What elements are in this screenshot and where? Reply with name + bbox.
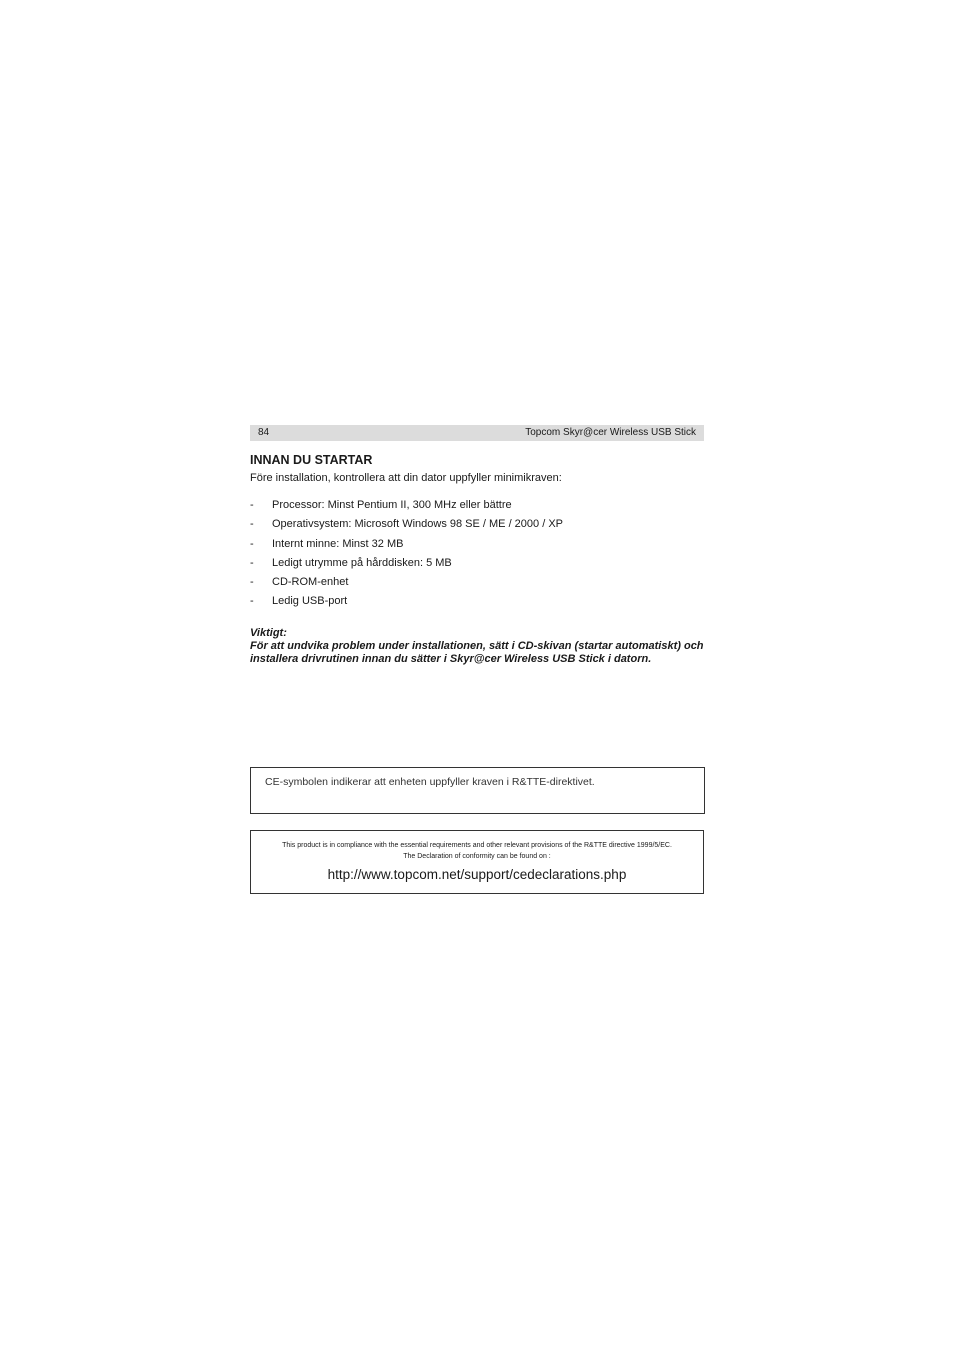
declaration-url[interactable]: http://www.topcom.net/support/cedeclarations.php bbox=[327, 867, 627, 882]
section-intro: Före installation, kontrollera att din dator uppfyller minimikraven: bbox=[250, 472, 562, 484]
important-text: För att undvika problem under installationen, sätt i CD-skivan (startar automatiskt) och installera drivrutinen innan du sätter i Skyr@cer Wireless USB Stick i datorn. bbox=[250, 640, 704, 665]
bullet-dash: - bbox=[250, 518, 254, 531]
list-item-text: Ledigt utrymme på hårddisken: 5 MB bbox=[272, 556, 452, 569]
bullet-dash: - bbox=[250, 595, 254, 608]
section-title: INNAN DU STARTAR bbox=[250, 453, 373, 467]
list-item bbox=[250, 556, 563, 575]
list-item-text: Ledig USB-port bbox=[272, 595, 348, 608]
important-label: Viktigt: bbox=[250, 627, 287, 639]
ce-notice-text: CE-symbolen indikerar att enheten uppfyller kraven i R&TTE-direktivet. bbox=[265, 776, 595, 788]
ce-notice-box bbox=[250, 767, 705, 814]
important-note bbox=[250, 627, 704, 666]
list-item bbox=[250, 575, 563, 594]
list-item-text: CD-ROM-enhet bbox=[272, 576, 349, 589]
list-item-text: Internt minne: Minst 32 MB bbox=[272, 537, 404, 550]
requirements-list bbox=[250, 498, 563, 614]
compliance-line-2: The Declaration of conformity can be found on : bbox=[403, 853, 551, 860]
compliance-text bbox=[251, 840, 703, 862]
bullet-dash: - bbox=[250, 537, 254, 550]
list-item bbox=[250, 498, 563, 517]
bullet-dash: - bbox=[250, 576, 254, 589]
product-name: Topcom Skyr@cer Wireless USB Stick bbox=[525, 427, 696, 438]
compliance-line-1: This product is in compliance with the essential requirements and other relevant provisions of the R&TTE directive 1999/5/EC. bbox=[282, 842, 672, 849]
list-item bbox=[250, 537, 563, 556]
bullet-dash: - bbox=[250, 499, 254, 511]
compliance-box bbox=[250, 830, 704, 894]
list-item-text: Operativsystem: Microsoft Windows 98 SE / ME / 2000 / XP bbox=[272, 518, 563, 531]
page-header bbox=[250, 425, 704, 441]
bullet-dash: - bbox=[250, 556, 254, 569]
list-item-text: Processor: Minst Pentium II, 300 MHz eller bättre bbox=[272, 499, 512, 511]
list-item bbox=[250, 517, 563, 536]
page-number: 84 bbox=[258, 427, 270, 438]
list-item bbox=[250, 594, 563, 613]
